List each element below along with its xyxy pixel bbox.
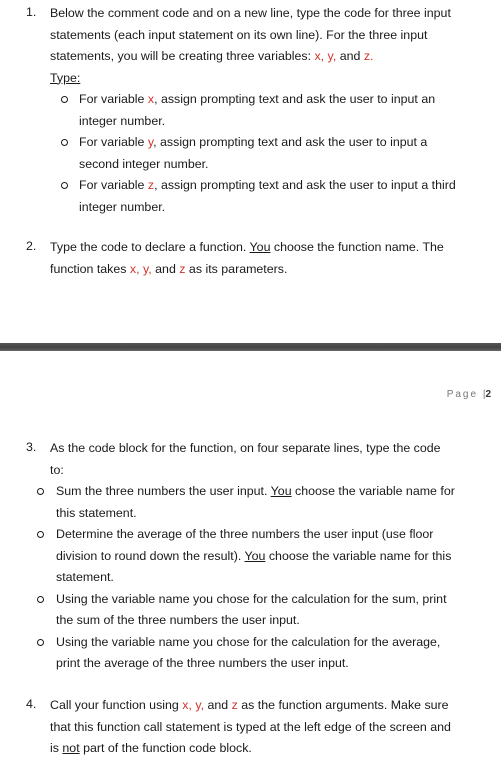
bullet-circle-icon [37,596,44,603]
text-line: to: [50,462,64,477]
bullet-text-line: Determine the average of the three numbers the user input (use floor [56,527,434,541]
page-sep: | [482,389,486,400]
text-line: Type the code to declare a function. You choose the function name. The [50,240,444,254]
text-line [50,70,80,86]
underlined-word: You [270,484,292,498]
variable-name: x, y, [182,698,205,712]
underlined-word: You [249,240,271,254]
list-number-3: 3. [26,440,37,454]
bullet-circle-icon [37,488,44,495]
page-label: Page [446,389,479,400]
bullet-text-line: print the average of the three numbers the user input. [56,656,349,670]
underlined-word: Type: [50,70,81,85]
text-line: statements (each input statement on its own line). For the three input [50,27,428,42]
page-number-value: 2 [485,389,491,400]
variable-name: x, y, [129,261,152,276]
list-number-4: 4. [26,697,37,711]
variable-name: z [231,698,238,712]
bullet-text-line: For variable y, assign prompting text and ask the user to input a [79,135,428,149]
bullet-circle-icon [61,139,68,146]
text-line: that this function call statement is typed at the left edge of the screen and [50,719,451,734]
bullet-text-line: statement. [56,570,114,584]
underlined-word: You [244,548,266,563]
bullet-text-line: this statement. [56,505,137,520]
variable-name: z [147,178,155,192]
page-number [447,389,491,400]
text-line: function takes x, y, and z as its parameters. [50,261,288,276]
bullet-text-line: second integer number. [79,156,209,171]
bullet-text-line: integer number. [79,113,166,128]
bullet-text-line: Using the variable name you chose for the calculation for the sum, print [56,591,447,606]
bullet-text-line: For variable x, assign prompting text and ask the user to input an [79,92,436,106]
bullet-text-line: division to round down the result). You choose the variable name for this [56,548,452,563]
bullet-circle-icon [37,639,44,646]
page-break-divider [0,343,501,351]
list-number-1: 1. [26,5,37,19]
variable-name: y [147,135,154,149]
bullet-text-line: integer number. [79,199,166,214]
text-line: statements, you will be creating three variables: x, y, and z. [50,49,374,63]
bullet-circle-icon [37,531,44,538]
variable-name: z. [363,49,374,63]
bullet-circle-icon [61,96,68,103]
text-line: is not part of the function code block. [50,741,252,755]
bullet-text-line: For variable z, assign prompting text and ask the user to input a third [79,178,456,192]
variable-name: x, y, [314,49,337,63]
text-line: Below the comment code and on a new line, type the code for three input [50,6,451,20]
bullet-text-line: the sum of the three numbers the user input. [56,613,300,627]
variable-name: x [147,92,155,106]
underlined-word: not [62,741,80,755]
bullet-text-line: Sum the three numbers the user input. You choose the variable name for [56,484,455,498]
variable-name: z [179,261,186,276]
bullet-text-line: Using the variable name you chose for the calculation for the average, [56,634,441,649]
text-line: As the code block for the function, on four separate lines, type the code [50,441,441,455]
list-number-2: 2. [26,239,37,253]
text-line: Call your function using x, y, and z as the function arguments. Make sure [50,698,449,712]
bullet-circle-icon [61,182,68,189]
